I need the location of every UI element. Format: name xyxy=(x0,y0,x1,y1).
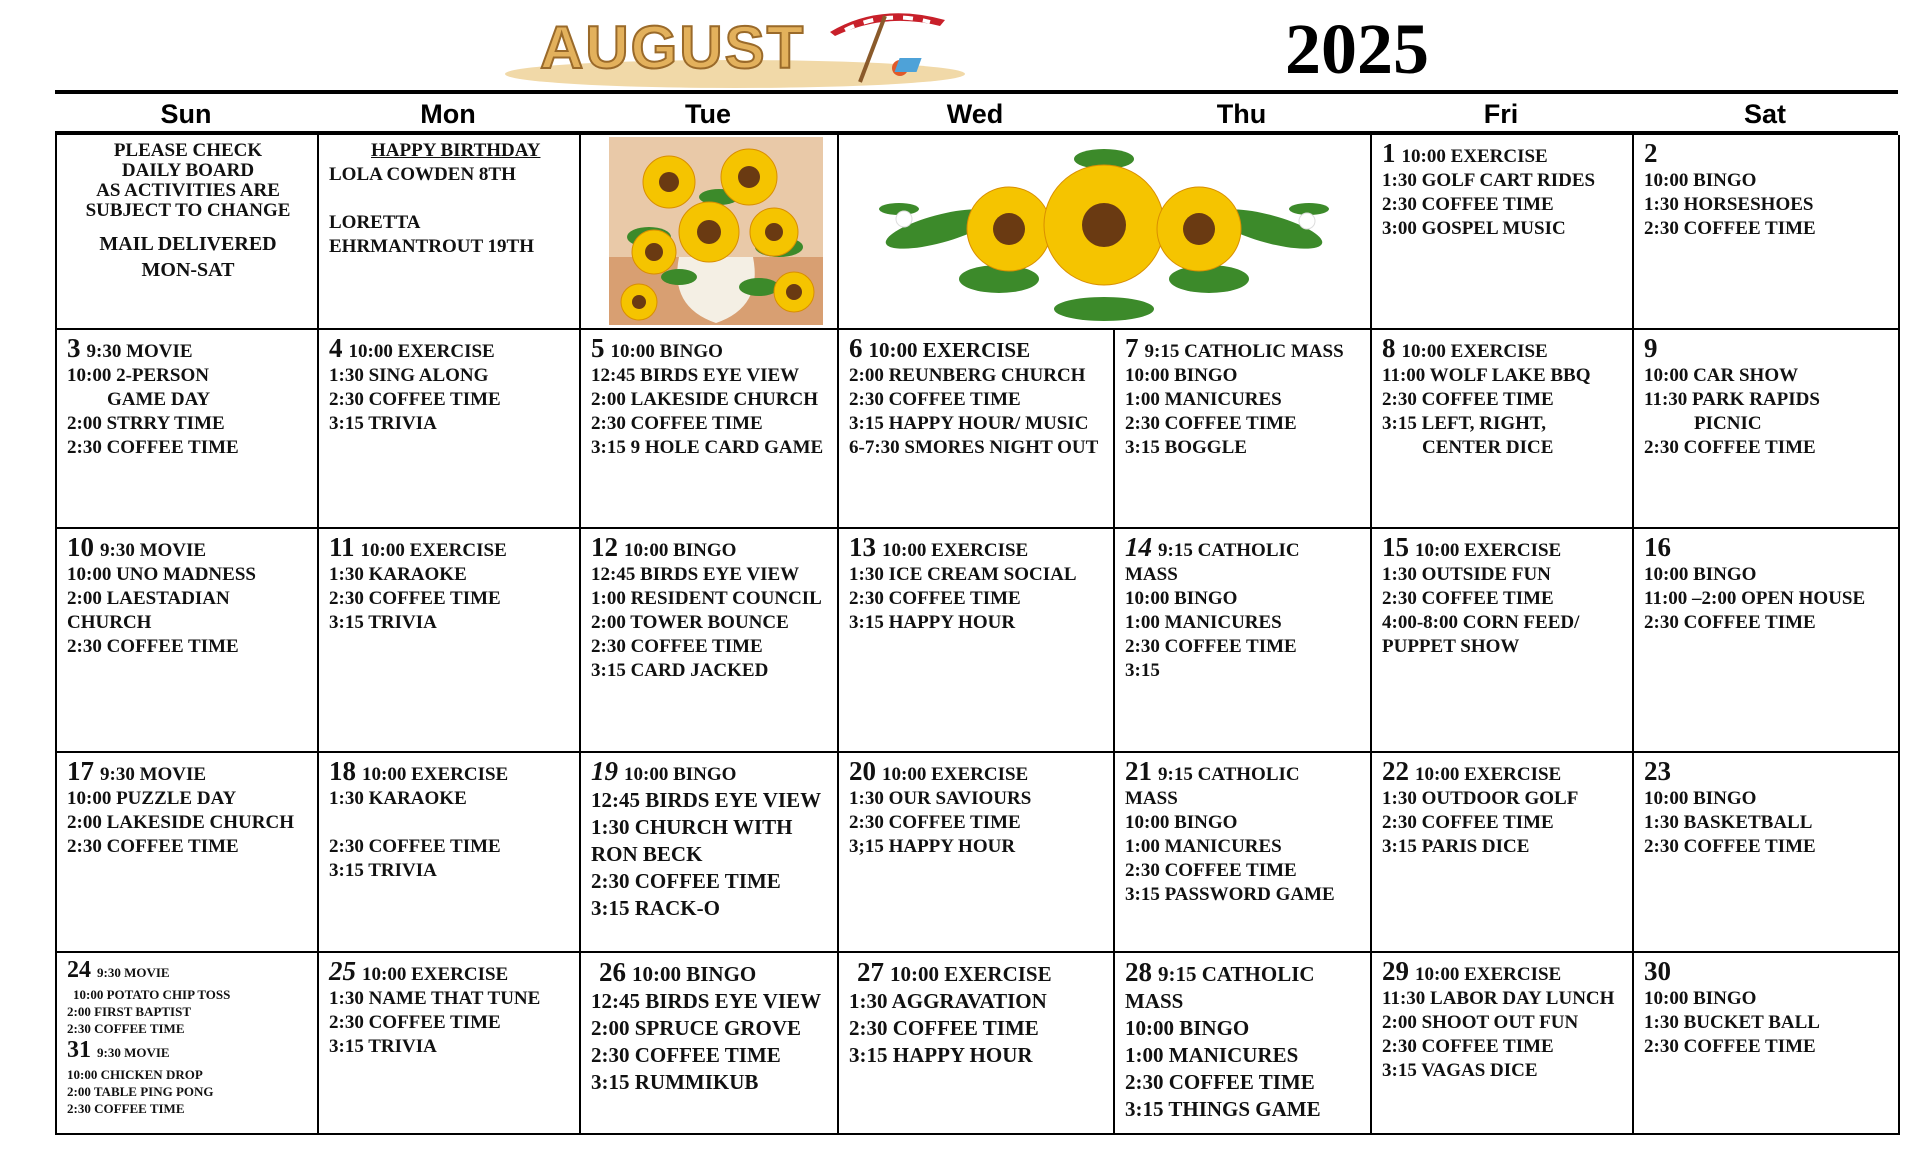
event: 3:15 CARD JACKED xyxy=(591,660,769,681)
event: 3:15 HAPPY HOUR xyxy=(849,1043,1033,1067)
event: 2:30 COFFEE TIME xyxy=(1125,636,1297,657)
notice-line: AS ACTIVITIES ARE xyxy=(96,180,280,201)
event: 10:00 EXERCISE xyxy=(362,964,509,985)
notice-line: DAILY BOARD xyxy=(121,160,255,181)
day-number: 25 xyxy=(329,956,356,986)
day-number: 14 xyxy=(1125,532,1152,562)
event: 2:00 REUNBERG CHURCH xyxy=(849,365,1086,386)
event: 2:30 COFFEE TIME xyxy=(1382,588,1554,609)
event: 1:30 NAME THAT TUNE xyxy=(329,988,541,1009)
event: 2:30 COFFEE TIME xyxy=(591,636,763,657)
day-number: 27 xyxy=(857,957,884,987)
day-cell-23 xyxy=(1634,753,1900,953)
event: 3:15 PARIS DICE xyxy=(1382,836,1530,857)
event: 9:30 MOVIE xyxy=(86,341,193,362)
event: 10:00 BINGO xyxy=(1125,365,1238,386)
event: 1:30 BUCKET BALL xyxy=(1644,1012,1820,1033)
event: 11:00 –2:00 OPEN HOUSE xyxy=(1644,588,1866,609)
event: 10:00 BINGO xyxy=(1644,170,1757,191)
day-cell-8 xyxy=(1372,330,1634,529)
event: 10:00 BINGO xyxy=(1644,564,1757,585)
event: 2:30 COFFEE TIME xyxy=(67,1101,185,1116)
day-number: 24 xyxy=(67,957,91,983)
event: 12:45 BIRDS EYE VIEW xyxy=(591,788,822,812)
event: 10:00 EXERCISE xyxy=(868,338,1031,362)
day-number: 3 xyxy=(67,333,81,363)
birthday-cell xyxy=(319,135,581,330)
event: 2:00 TABLE PING PONG xyxy=(67,1084,214,1099)
birthday-title: HAPPY BIRTHDAY xyxy=(371,140,541,161)
event: 2:30 COFFEE TIME xyxy=(67,636,239,657)
day-number: 15 xyxy=(1382,532,1409,562)
event: 1:30 HORSESHOES xyxy=(1644,194,1814,215)
event: 10:00 BINGO xyxy=(610,341,723,362)
event: 11:30 PARK RAPIDS xyxy=(1644,389,1820,410)
day-number: 2 xyxy=(1644,138,1658,168)
notice-cell xyxy=(57,135,319,330)
event: 2:30 COFFEE TIME xyxy=(329,1012,501,1033)
notice-line: MAIL DELIVERED xyxy=(99,233,277,255)
event: 2:30 COFFEE TIME xyxy=(329,588,501,609)
event: 11:00 WOLF LAKE BBQ xyxy=(1382,365,1591,386)
event: 2:30 COFFEE TIME xyxy=(849,588,1021,609)
event: 2:30 COFFEE TIME xyxy=(1644,218,1816,239)
event: 9:15 CATHOLIC xyxy=(1158,540,1300,561)
day-number: 21 xyxy=(1125,756,1152,786)
event: 9:30 MOVIE xyxy=(97,965,170,980)
event: RON BECK xyxy=(591,842,703,866)
day-number: 29 xyxy=(1382,956,1409,986)
day-number: 11 xyxy=(329,532,355,562)
day-cell-7 xyxy=(1115,330,1372,529)
day-cell-19 xyxy=(581,753,839,953)
event: 3:15 VAGAS DICE xyxy=(1382,1060,1538,1081)
day-cell-30 xyxy=(1634,953,1900,1135)
event: 3:15 TRIVIA xyxy=(329,1036,437,1057)
event xyxy=(329,811,571,835)
event: 10:00 BINGO xyxy=(624,764,737,785)
notice-line: PLEASE CHECK xyxy=(113,140,263,161)
event: 10:00 BINGO xyxy=(624,540,737,561)
event: 3:15 TRIVIA xyxy=(329,860,437,881)
event: 3:15 HAPPY HOUR/ MUSIC xyxy=(849,413,1089,434)
event: 2:30 COFFEE TIME xyxy=(1382,389,1554,410)
event: 6-7:30 SMORES NIGHT OUT xyxy=(849,437,1099,458)
event: 10:00 EXERCISE xyxy=(890,962,1052,986)
event: 9:30 MOVIE xyxy=(100,540,207,561)
day-cell-15 xyxy=(1372,529,1634,753)
event: 9:30 MOVIE xyxy=(97,1045,170,1060)
day-number: 26 xyxy=(599,957,626,987)
event: 3:15 xyxy=(1125,660,1160,681)
day-number: 6 xyxy=(849,333,863,363)
event: 2:00 STRRY TIME xyxy=(67,413,225,434)
event: 3:15 PASSWORD GAME xyxy=(1125,884,1335,905)
day-cell-14 xyxy=(1115,529,1372,753)
birthday-line: LORETTA xyxy=(329,212,421,233)
day-number: 5 xyxy=(591,333,605,363)
day-cell-26 xyxy=(581,953,839,1135)
weekday-fri: Fri xyxy=(1483,99,1519,129)
event: 3:00 GOSPEL MUSIC xyxy=(1382,218,1566,239)
event: 10:00 BINGO xyxy=(1125,588,1238,609)
event: 10:00 POTATO CHIP TOSS xyxy=(73,987,231,1002)
event: 1:30 KARAOKE xyxy=(329,564,467,585)
day-number: 12 xyxy=(591,532,618,562)
day-number: 19 xyxy=(591,756,618,786)
august-beach-logo xyxy=(500,2,970,88)
event: 3:15 TRIVIA xyxy=(329,413,437,434)
event: 10:00 2-PERSON xyxy=(67,365,209,386)
weekday-thu: Thu xyxy=(1216,99,1267,129)
weekday-tue: Tue xyxy=(685,99,731,129)
calendar-grid xyxy=(55,131,1898,1135)
day-cell-27 xyxy=(839,953,1115,1135)
notice-line: MON-SAT xyxy=(141,259,235,281)
event: 2:30 COFFEE TIME xyxy=(1382,1036,1554,1057)
event: 1:00 MANICURES xyxy=(1125,836,1282,857)
birthday-line: LOLA COWDEN 8TH xyxy=(329,164,516,185)
event: 11:30 LABOR DAY LUNCH xyxy=(1382,988,1615,1009)
event: 1:30 OUR SAVIOURS xyxy=(849,788,1032,809)
day-cell-1 xyxy=(1372,135,1634,330)
event: 2:00 LAKESIDE CHURCH xyxy=(67,812,294,833)
event: 2:30 COFFEE TIME xyxy=(849,812,1021,833)
event: CHURCH xyxy=(67,612,152,633)
day-cell-2 xyxy=(1634,135,1900,330)
event: MASS xyxy=(1125,564,1178,585)
day-cell-21 xyxy=(1115,753,1372,953)
event: 4:00-8:00 CORN FEED/ xyxy=(1382,612,1580,633)
event: 10:00 EXERCISE xyxy=(348,341,495,362)
weekday-sat: Sat xyxy=(1743,99,1787,129)
year-title: 2025 xyxy=(1285,9,1429,89)
event: 3:15 RACK-O xyxy=(591,896,720,920)
day-cell-18 xyxy=(319,753,581,953)
month-title: AUGUST xyxy=(540,14,806,81)
event: CENTER DICE xyxy=(1422,437,1554,458)
day-number: 9 xyxy=(1644,333,1658,363)
event: 9:15 CATHOLIC MASS xyxy=(1144,341,1344,362)
day-cell-10 xyxy=(57,529,319,753)
event: 1:00 MANICURES xyxy=(1125,612,1282,633)
day-cell-25 xyxy=(319,953,581,1135)
weekday-sun: Sun xyxy=(160,99,212,129)
event: 2:00 TOWER BOUNCE xyxy=(591,612,789,633)
event: 10:00 EXERCISE xyxy=(1401,341,1548,362)
event: 2:00 LAKESIDE CHURCH xyxy=(591,389,818,410)
vase-image-cell xyxy=(581,135,839,330)
event: 3:15 THINGS GAME xyxy=(1125,1097,1321,1121)
event: 1:30 AGGRAVATION xyxy=(849,989,1047,1013)
event: 2:30 COFFEE TIME xyxy=(1644,1036,1816,1057)
day-cell-13 xyxy=(839,529,1115,753)
event: 1:30 KARAOKE xyxy=(329,788,467,809)
event: 2:30 COFFEE TIME xyxy=(1125,413,1297,434)
event: 2:00 LAESTADIAN xyxy=(67,588,230,609)
day-number: 31 xyxy=(67,1037,91,1063)
event: 2:30 COFFEE TIME xyxy=(1644,437,1816,458)
event: MASS xyxy=(1125,788,1178,809)
day-number: 30 xyxy=(1644,956,1671,986)
day-number: 10 xyxy=(67,532,94,562)
header-rule xyxy=(55,90,1898,94)
event: 2:30 COFFEE TIME xyxy=(1644,836,1816,857)
event: 9:15 CATHOLIC xyxy=(1158,962,1315,986)
event: 9:15 CATHOLIC xyxy=(1158,764,1300,785)
day-cell-6 xyxy=(839,330,1115,529)
event: 10:00 CAR SHOW xyxy=(1644,365,1799,386)
event: 10:00 EXERCISE xyxy=(882,540,1029,561)
day-cell-5 xyxy=(581,330,839,529)
day-number: 13 xyxy=(849,532,876,562)
day-number: 22 xyxy=(1382,756,1409,786)
event: 2:30 COFFEE TIME xyxy=(1125,860,1297,881)
event: 2:30 COFFEE TIME xyxy=(67,437,239,458)
event: 2:30 COFFEE TIME xyxy=(849,1016,1039,1040)
event: 1:00 MANICURES xyxy=(1125,1043,1299,1067)
day-cell-28 xyxy=(1115,953,1372,1135)
event: 9:30 MOVIE xyxy=(100,764,207,785)
event: 12:45 BIRDS EYE VIEW xyxy=(591,365,800,386)
event: 10:00 BINGO xyxy=(1125,1016,1250,1040)
event: 2:30 COFFEE TIME xyxy=(67,836,239,857)
event: PUPPET SHOW xyxy=(1382,636,1520,657)
event: 1:30 GOLF CART RIDES xyxy=(1382,170,1596,191)
event: 2:30 COFFEE TIME xyxy=(591,1043,781,1067)
event: 12:45 BIRDS EYE VIEW xyxy=(591,564,800,585)
event: 12:45 BIRDS EYE VIEW xyxy=(591,989,822,1013)
day-number: 17 xyxy=(67,756,94,786)
event: 1:30 BASKETBALL xyxy=(1644,812,1813,833)
event: 10:00 UNO MADNESS xyxy=(67,564,256,585)
day-number: 1 xyxy=(1382,138,1396,168)
day-cell-29 xyxy=(1372,953,1634,1135)
event: 2:30 COFFEE TIME xyxy=(591,413,763,434)
event: 10:00 CHICKEN DROP xyxy=(67,1067,203,1082)
day-number: 28 xyxy=(1125,957,1152,987)
sunflower-vase-image xyxy=(609,137,823,325)
day-cell-22 xyxy=(1372,753,1634,953)
day-cell-16 xyxy=(1634,529,1900,753)
day-cell-20 xyxy=(839,753,1115,953)
event: 2:00 FIRST BAPTIST xyxy=(67,1004,192,1019)
event: 2:30 COFFEE TIME xyxy=(1125,1070,1315,1094)
event: 3:15 HAPPY HOUR xyxy=(849,612,1016,633)
event: 10:00 BINGO xyxy=(1644,988,1757,1009)
event: 2:00 SHOOT OUT FUN xyxy=(1382,1012,1579,1033)
event: 1:00 RESIDENT COUNCIL xyxy=(591,588,822,609)
notice-line: SUBJECT TO CHANGE xyxy=(85,200,291,221)
event: 1:30 ICE CREAM SOCIAL xyxy=(849,564,1077,585)
event: 2:30 COFFEE TIME xyxy=(591,869,781,893)
day-cell-3 xyxy=(57,330,319,529)
event: 10:00 BINGO xyxy=(1644,788,1757,809)
day-cell-12 xyxy=(581,529,839,753)
event: 3:15 9 HOLE CARD GAME xyxy=(591,437,824,458)
day-number: 16 xyxy=(1644,532,1671,562)
weekday-wed: Wed xyxy=(946,99,1004,129)
event: 2:00 SPRUCE GROVE xyxy=(591,1016,802,1040)
event: 10:00 EXERCISE xyxy=(1415,764,1562,785)
event: 3:15 TRIVIA xyxy=(329,612,437,633)
birthday-line xyxy=(329,187,571,211)
event: 2:30 COFFEE TIME xyxy=(1644,612,1816,633)
event: 2:30 COFFEE TIME xyxy=(1382,812,1554,833)
day-number: 18 xyxy=(329,756,356,786)
day-cell-24-31 xyxy=(57,953,319,1135)
sunflower-garland-image xyxy=(879,139,1329,325)
event: 10:00 EXERCISE xyxy=(360,540,507,561)
day-number: 23 xyxy=(1644,756,1671,786)
event: 10:00 BINGO xyxy=(632,962,757,986)
event: 2:30 COFFEE TIME xyxy=(329,836,501,857)
day-cell-17 xyxy=(57,753,319,953)
event: 1:30 CHURCH WITH xyxy=(591,815,793,839)
event: 10:00 EXERCISE xyxy=(362,764,509,785)
birthday-line: EHRMANTROUT 19TH xyxy=(329,236,534,257)
weekday-mon: Mon xyxy=(420,99,476,129)
event: PICNIC xyxy=(1694,413,1762,434)
day-number: 8 xyxy=(1382,333,1396,363)
event: 2:30 COFFEE TIME xyxy=(849,389,1021,410)
event: 3:15 LEFT, RIGHT, xyxy=(1382,413,1546,434)
event: 10:00 EXERCISE xyxy=(1415,964,1562,985)
event: 10:00 EXERCISE xyxy=(1401,146,1548,167)
day-number: 7 xyxy=(1125,333,1139,363)
event: 1:30 SING ALONG xyxy=(329,365,489,386)
day-cell-9 xyxy=(1634,330,1900,529)
event: 3:15 BOGGLE xyxy=(1125,437,1247,458)
event: 2:30 COFFEE TIME xyxy=(1382,194,1554,215)
event: 1:00 MANICURES xyxy=(1125,389,1282,410)
event: MASS xyxy=(1125,989,1184,1013)
event: 10:00 PUZZLE DAY xyxy=(67,788,237,809)
day-number: 20 xyxy=(849,756,876,786)
event: 1:30 OUTDOOR GOLF xyxy=(1382,788,1579,809)
event: 1:30 OUTSIDE FUN xyxy=(1382,564,1551,585)
day-number: 4 xyxy=(329,333,343,363)
event: 3:15 RUMMIKUB xyxy=(591,1070,759,1094)
day-cell-11 xyxy=(319,529,581,753)
day-cell-4 xyxy=(319,330,581,529)
event: 2:30 COFFEE TIME xyxy=(329,389,501,410)
event: 10:00 EXERCISE xyxy=(1415,540,1562,561)
event: 2:30 COFFEE TIME xyxy=(67,1021,185,1036)
event: GAME DAY xyxy=(107,389,211,410)
event: 10:00 EXERCISE xyxy=(882,764,1029,785)
weekday-header xyxy=(55,96,1898,132)
event: 3;15 HAPPY HOUR xyxy=(849,836,1016,857)
event: 10:00 BINGO xyxy=(1125,812,1238,833)
